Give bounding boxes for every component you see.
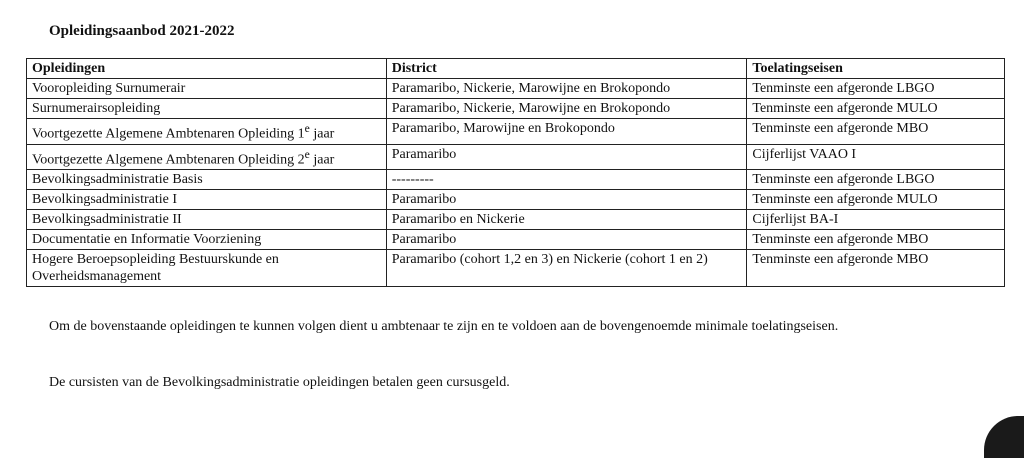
column-header-district: District: [386, 59, 747, 79]
column-header-opleidingen: Opleidingen: [27, 59, 387, 79]
cell-toelatingseisen: Cijferlijst BA-I: [747, 210, 1005, 230]
table-row: [27, 79, 1005, 99]
cell-opleiding: Bevolkingsadministratie Basis: [27, 170, 387, 190]
cell-opleiding: Bevolkingsadministratie II: [27, 210, 387, 230]
eligibility-paragraph: Om de bovenstaande opleidingen te kunnen volgen dient u ambtenaar te zijn en te voldoen aan de bovengenoemde minimale toelatingseisen.: [49, 319, 839, 334]
table-row: [27, 99, 1005, 119]
table-row: [27, 170, 1005, 190]
cell-toelatingseisen: Tenminste een afgeronde LBGO: [747, 79, 1005, 99]
cell-toelatingseisen: Tenminste een afgeronde MBO: [747, 230, 1005, 250]
page-title: Opleidingsaanbod 2021-2022: [49, 23, 235, 39]
cell-toelatingseisen: Tenminste een afgeronde MBO: [747, 119, 1005, 145]
cell-district: Paramaribo, Marowijne en Brokopondo: [386, 119, 747, 145]
cell-district: ---------: [386, 170, 747, 190]
table-row: [27, 250, 1005, 287]
cell-district: Paramaribo en Nickerie: [386, 210, 747, 230]
table-row: [27, 190, 1005, 210]
table-row: [27, 119, 1005, 145]
cell-district: Paramaribo: [386, 190, 747, 210]
cell-district: Paramaribo: [386, 144, 747, 170]
cell-toelatingseisen: Tenminste een afgeronde MULO: [747, 190, 1005, 210]
cell-district: Paramaribo, Nickerie, Marowijne en Brokopondo: [386, 79, 747, 99]
table-row: [27, 144, 1005, 170]
cell-opleiding: Bevolkingsadministratie I: [27, 190, 387, 210]
cell-toelatingseisen: Tenminste een afgeronde LBGO: [747, 170, 1005, 190]
cell-district: Paramaribo (cohort 1,2 en 3) en Nickerie (cohort 1 en 2): [386, 250, 747, 287]
cell-opleiding: Vooropleiding Surnumerair: [27, 79, 387, 99]
cell-opleiding: Surnumerairsopleiding: [27, 99, 387, 119]
cell-opleiding: Voortgezette Algemene Ambtenaren Opleiding 2e jaar: [27, 144, 387, 170]
cell-opleiding: Hogere Beroepsopleiding Bestuurskunde en Overheidsmanagement: [27, 250, 387, 287]
table-header-row: [27, 59, 1005, 79]
table-row: [27, 210, 1005, 230]
cell-opleiding: Documentatie en Informatie Voorziening: [27, 230, 387, 250]
cell-opleiding: Voortgezette Algemene Ambtenaren Opleiding 1e jaar: [27, 119, 387, 145]
cell-toelatingseisen: Tenminste een afgeronde MULO: [747, 99, 1005, 119]
cell-toelatingseisen: Cijferlijst VAAO I: [747, 144, 1005, 170]
cell-district: Paramaribo: [386, 230, 747, 250]
screen-corner: [984, 416, 1024, 458]
column-header-toelatingseisen: Toelatingseisen: [747, 59, 1005, 79]
cell-toelatingseisen: Tenminste een afgeronde MBO: [747, 250, 1005, 287]
cell-district: Paramaribo, Nickerie, Marowijne en Brokopondo: [386, 99, 747, 119]
table-row: [27, 230, 1005, 250]
courses-table: [26, 58, 1005, 287]
tuition-paragraph: De cursisten van de Bevolkingsadministratie opleidingen betalen geen cursusgeld.: [49, 375, 510, 390]
